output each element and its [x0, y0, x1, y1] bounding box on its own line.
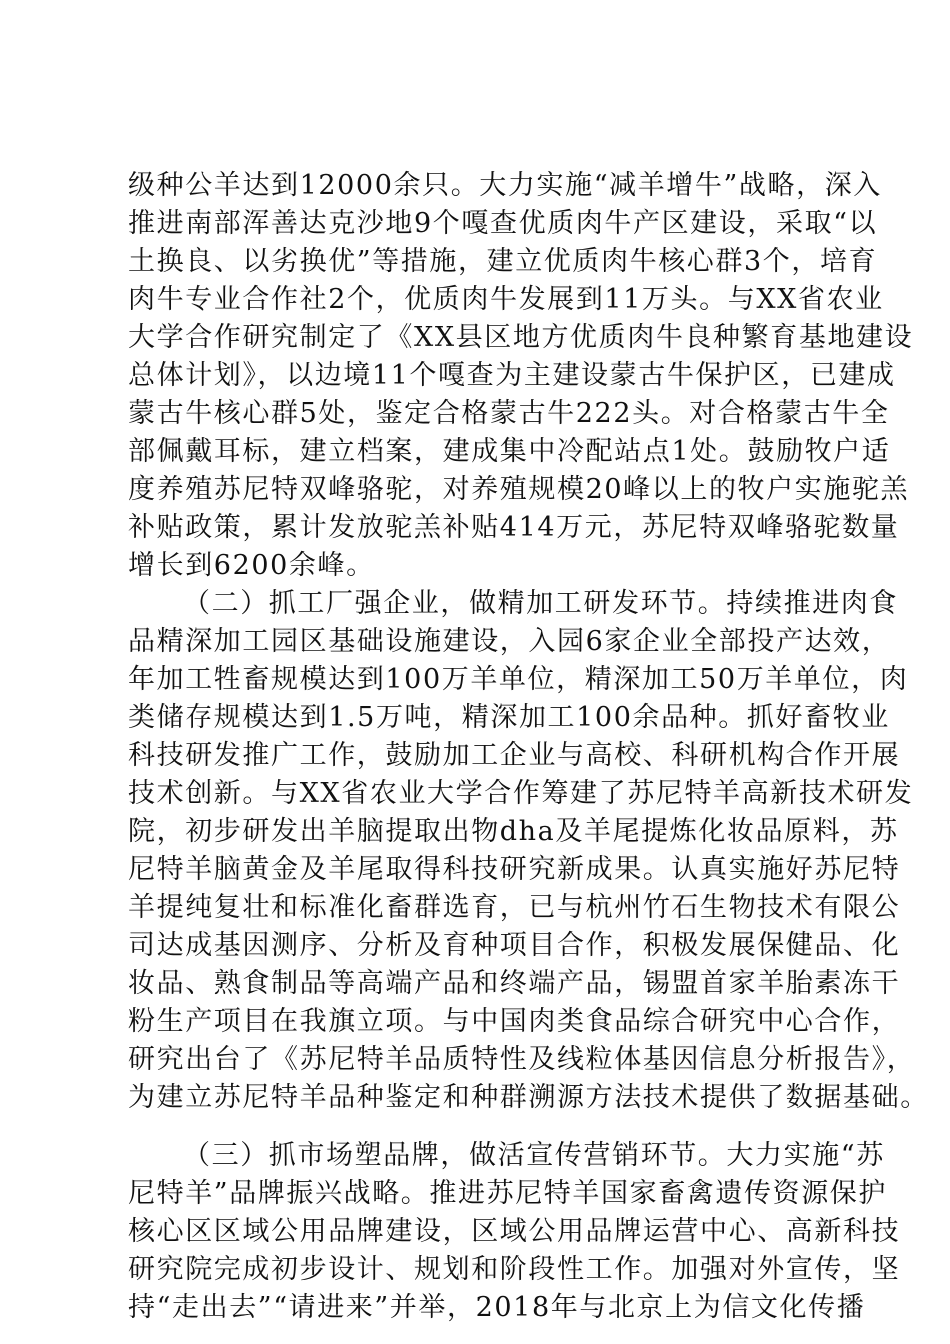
text-line: 品精深加工园区基础设施建设，入园6家企业全部投产达效，: [128, 626, 891, 657]
text-line: 土换良、以劣换优”等措施，建立优质肉牛核心群3个，培育: [128, 246, 878, 277]
section-heading-line: （三）抓市场塑品牌，做活宣传营销环节。大力实施“苏: [183, 1140, 885, 1171]
text-line: 司达成基因测序、分析及育种项目合作，积极发展保健品、化: [128, 930, 901, 961]
text-line: 技术创新。与XX省农业大学合作筹建了苏尼特羊高新技术研发: [128, 778, 914, 809]
text-line: 部佩戴耳标，建立档案，建成集中冷配站点1处。鼓励牧户适: [128, 436, 891, 467]
text-line: 大学合作研究制定了《XX县区地方优质肉牛良种繁育基地建设: [128, 322, 914, 353]
text-line: 研究院完成初步设计、规划和阶段性工作。加强对外宣传，坚: [128, 1254, 901, 1285]
text-line: 研究出台了《苏尼特羊品质特性及线粒体基因信息分析报告》，: [128, 1044, 916, 1075]
text-line: 妆品、熟食制品等高端产品和终端产品，锡盟首家羊胎素冻干: [128, 968, 901, 999]
text-line: 推进南部浑善达克沙地9个嘎查优质肉牛产区建设，采取“以: [128, 208, 878, 239]
text-line: 蒙古牛核心群5处，鉴定合格蒙古牛222头。对合格蒙古牛全: [128, 398, 890, 429]
text-line: 羊提纯复壮和标准化畜群选育，已与杭州竹石生物技术有限公: [128, 892, 901, 923]
text-line: 类储存规模达到1.5万吨，精深加工100余品种。抓好畜牧业: [128, 702, 890, 733]
text-line: 增长到6200余峰。: [128, 550, 375, 581]
text-line: 为建立苏尼特羊品种鉴定和种群溯源方法技术提供了数据基础。: [128, 1082, 929, 1113]
text-line: 院，初步研发出羊脑提取出物dha及羊尾提炼化妆品原料，苏: [128, 816, 899, 847]
text-line: 粉生产项目在我旗立项。与中国肉类食品综合研究中心合作，: [128, 1006, 901, 1037]
text-line: 年加工牲畜规模达到100万羊单位，精深加工50万羊单位，肉: [128, 664, 909, 695]
text-line: 核心区区域公用品牌建设，区域公用品牌运营中心、高新科技: [128, 1216, 901, 1247]
text-line: 补贴政策，累计发放驼羔补贴414万元，苏尼特双峰骆驼数量: [128, 512, 900, 543]
text-line: 尼特羊”品牌振兴战略。推进苏尼特羊国家畜禽遗传资源保护: [128, 1178, 888, 1209]
text-line: 总体计划》，以边境11个嘎查为主建设蒙古牛保护区，已建成: [128, 360, 896, 391]
text-line: 科技研发推广工作，鼓励加工企业与高校、科研机构合作开展: [128, 740, 901, 771]
text-line: 度养殖苏尼特双峰骆驼，对养殖规模20峰以上的牧户实施驼羔: [128, 474, 910, 505]
section-heading-line: （二）抓工厂强企业，做精加工研发环节。持续推进肉食: [183, 588, 898, 619]
text-line: 肉牛专业合作社2个，优质肉牛发展到11万头。与XX省农业: [128, 284, 884, 315]
text-line: 级种公羊达到12000余只。大力实施“减羊增牛”战略，深入: [128, 170, 882, 201]
text-line: 持“走出去”“请进来”并举，2018年与北京上为信文化传播: [128, 1292, 866, 1323]
text-line: 尼特羊脑黄金及羊尾取得科技研究新成果。认真实施好苏尼特: [128, 854, 901, 885]
